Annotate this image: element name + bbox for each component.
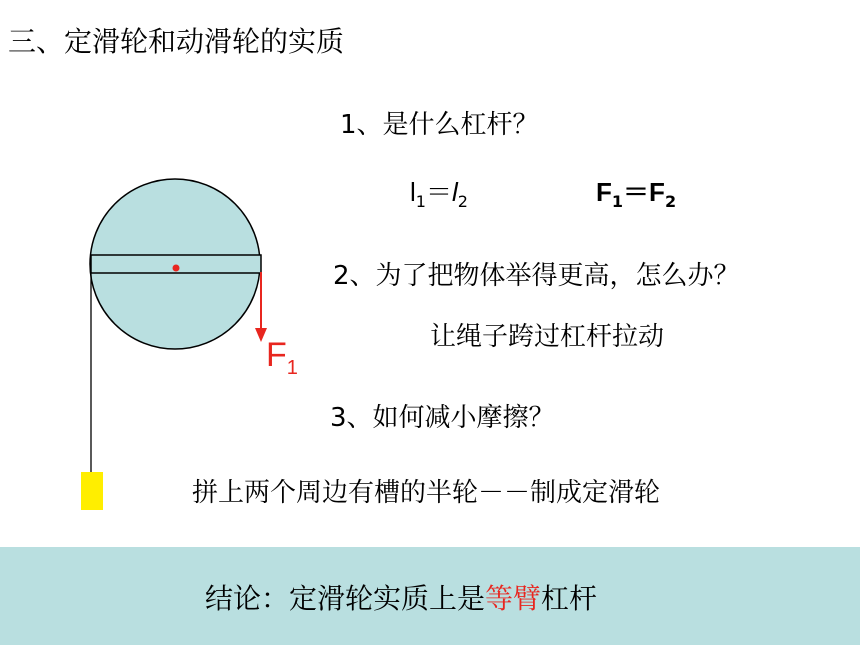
eq1-right-var: l bbox=[451, 177, 458, 207]
pivot-point bbox=[173, 265, 180, 272]
force-label bbox=[266, 336, 298, 379]
eq2-right-sub: 2 bbox=[664, 192, 677, 211]
answer-3: 拼上两个周边有槽的半轮－－制成定滑轮 bbox=[192, 478, 661, 508]
eq2-left-sub: 1 bbox=[611, 192, 624, 211]
weight-block bbox=[81, 472, 103, 510]
conclusion-suffix: 杠杆 bbox=[541, 582, 598, 615]
eq1-right-sub: 2 bbox=[457, 192, 468, 211]
question-1: 1、是什么杠杆？ bbox=[340, 110, 539, 140]
conclusion-prefix: 结论：定滑轮实质上是 bbox=[205, 582, 486, 615]
eq2-op: ＝ bbox=[623, 178, 650, 208]
conclusion-text bbox=[205, 577, 597, 617]
question-2: 2、为了把物体举得更高，怎么办？ bbox=[333, 261, 740, 291]
eq1-left-var: l bbox=[410, 177, 416, 207]
slide-title: 三、定滑轮和动滑轮的实质 bbox=[8, 25, 345, 58]
eq1-left-sub: 1 bbox=[415, 192, 426, 211]
equation-arm-lengths bbox=[410, 172, 468, 209]
conclusion-banner bbox=[0, 547, 860, 645]
answer-2: 让绳子跨过杠杆拉动 bbox=[430, 322, 665, 352]
eq2-right-var: F bbox=[649, 177, 665, 207]
eq2-left-var: F bbox=[596, 177, 612, 207]
equation-forces bbox=[596, 172, 676, 209]
force-var: F bbox=[266, 336, 287, 374]
force-sub: 1 bbox=[286, 357, 298, 379]
conclusion-highlight: 等臂 bbox=[485, 582, 542, 615]
eq1-op: ＝ bbox=[425, 178, 452, 208]
question-3: 3、如何减小摩擦？ bbox=[330, 403, 555, 433]
